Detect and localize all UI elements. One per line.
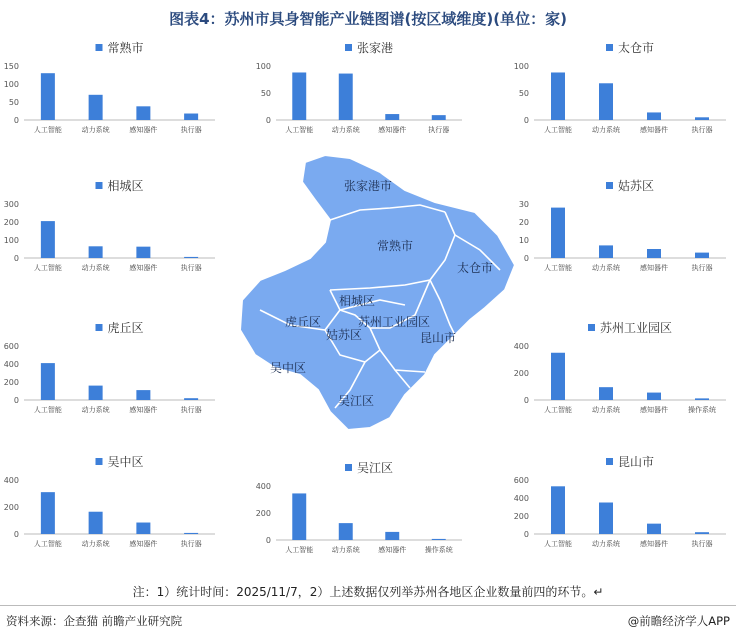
bar bbox=[136, 247, 150, 258]
y-tick-label: 200 bbox=[3, 503, 19, 512]
bar bbox=[551, 72, 565, 120]
x-tick-label: 人工智能 bbox=[33, 264, 62, 272]
bar bbox=[551, 208, 565, 258]
y-tick-label: 0 bbox=[523, 396, 529, 405]
y-tick-label: 0 bbox=[523, 254, 529, 263]
chart-changshu bbox=[0, 38, 225, 140]
legend-swatch bbox=[588, 324, 595, 331]
y-tick-label: 10 bbox=[518, 236, 529, 245]
y-tick-label: 600 bbox=[3, 342, 19, 351]
map-label: 相城区 bbox=[338, 294, 376, 308]
x-tick-label: 感知器件 bbox=[640, 126, 668, 134]
x-tick-label: 人工智能 bbox=[33, 406, 62, 414]
x-tick-label: 执行器 bbox=[691, 540, 713, 548]
chart-xiangcheng bbox=[0, 176, 225, 278]
map-label: 苏州工业园区 bbox=[357, 315, 431, 329]
bar bbox=[89, 95, 103, 120]
bar bbox=[432, 115, 446, 120]
bar bbox=[184, 533, 198, 534]
bar bbox=[89, 386, 103, 400]
x-tick-label: 动力系统 bbox=[331, 546, 360, 554]
x-tick-label: 操作系统 bbox=[424, 546, 453, 554]
bar bbox=[339, 74, 353, 120]
bar bbox=[551, 353, 565, 400]
y-tick-label: 200 bbox=[513, 369, 529, 378]
x-tick-label: 动力系统 bbox=[592, 264, 620, 272]
x-tick-label: 感知器件 bbox=[129, 126, 158, 134]
legend-swatch bbox=[96, 44, 103, 51]
bar bbox=[136, 390, 150, 400]
footnote: 注：1）统计时间：2025/11/7，2）上述数据仅列举苏州各地区企业数量前四的环节。↵ bbox=[132, 585, 604, 599]
bar bbox=[647, 524, 661, 534]
brand-text: @前瞻经济学人APP bbox=[627, 614, 730, 628]
y-tick-label: 400 bbox=[255, 482, 271, 491]
y-tick-label: 200 bbox=[255, 509, 271, 518]
x-tick-label: 动力系统 bbox=[81, 264, 110, 272]
y-tick-label: 0 bbox=[265, 536, 271, 545]
y-tick-label: 400 bbox=[513, 494, 529, 503]
bar bbox=[184, 398, 198, 400]
chart-title: 常熟市 bbox=[107, 41, 144, 55]
chart-title: 太仓市 bbox=[618, 41, 655, 55]
bar bbox=[89, 512, 103, 534]
y-tick-label: 100 bbox=[513, 62, 529, 71]
chart-gusu bbox=[510, 176, 736, 278]
map-label: 吴中区 bbox=[269, 361, 307, 375]
y-tick-label: 30 bbox=[518, 200, 529, 209]
y-tick-label: 20 bbox=[518, 218, 529, 227]
bar bbox=[695, 532, 709, 534]
chart-kunshan bbox=[510, 452, 736, 554]
y-tick-label: 0 bbox=[13, 116, 19, 125]
bar-chart-svg bbox=[252, 458, 472, 560]
bar bbox=[385, 114, 399, 120]
chart-title: 相城区 bbox=[107, 179, 144, 193]
bar bbox=[695, 253, 709, 258]
legend-swatch bbox=[606, 458, 613, 465]
chart-title: 吴中区 bbox=[107, 455, 144, 469]
x-tick-label: 人工智能 bbox=[544, 406, 572, 414]
y-tick-label: 400 bbox=[3, 476, 19, 485]
bar bbox=[136, 106, 150, 120]
bar-chart-svg bbox=[252, 38, 472, 140]
y-tick-label: 100 bbox=[3, 80, 19, 89]
bar-chart-svg bbox=[510, 452, 736, 554]
bar bbox=[89, 246, 103, 258]
x-tick-label: 动力系统 bbox=[592, 540, 620, 548]
bar bbox=[695, 117, 709, 120]
y-tick-label: 0 bbox=[523, 530, 529, 539]
x-tick-label: 动力系统 bbox=[81, 126, 110, 134]
x-tick-label: 感知器件 bbox=[129, 264, 158, 272]
bar bbox=[647, 112, 661, 120]
x-tick-label: 动力系统 bbox=[81, 406, 110, 414]
bar-chart-svg bbox=[0, 176, 225, 278]
x-tick-label: 人工智能 bbox=[285, 546, 314, 554]
suzhou-district-map bbox=[230, 150, 525, 450]
x-tick-label: 执行器 bbox=[180, 540, 202, 548]
bar-chart-svg bbox=[0, 318, 225, 420]
x-tick-label: 执行器 bbox=[691, 126, 713, 134]
y-tick-label: 0 bbox=[13, 396, 19, 405]
y-tick-label: 200 bbox=[513, 512, 529, 521]
x-tick-label: 人工智能 bbox=[33, 540, 62, 548]
x-tick-label: 执行器 bbox=[180, 406, 202, 414]
chart-taicang bbox=[510, 38, 736, 140]
y-tick-label: 600 bbox=[513, 476, 529, 485]
y-tick-label: 0 bbox=[265, 116, 271, 125]
bar bbox=[599, 503, 613, 535]
legend-swatch bbox=[606, 44, 613, 51]
y-tick-label: 200 bbox=[3, 218, 19, 227]
page-title: 图表4：苏州市具身智能产业链图谱(按区域维度)(单位：家) bbox=[169, 10, 567, 28]
bar-chart-svg bbox=[510, 176, 736, 278]
bar bbox=[184, 114, 198, 120]
bar bbox=[339, 523, 353, 540]
x-tick-label: 感知器件 bbox=[378, 546, 407, 554]
y-tick-label: 400 bbox=[513, 342, 529, 351]
chart-title: 苏州工业园区 bbox=[600, 321, 673, 335]
bar bbox=[695, 398, 709, 400]
bar bbox=[41, 73, 55, 120]
bar bbox=[599, 245, 613, 258]
legend-swatch bbox=[96, 324, 103, 331]
footer-divider bbox=[0, 605, 736, 606]
bar-chart-svg bbox=[0, 38, 225, 140]
bar bbox=[432, 539, 446, 540]
legend-swatch bbox=[96, 182, 103, 189]
y-tick-label: 50 bbox=[518, 89, 529, 98]
legend-swatch bbox=[96, 458, 103, 465]
bar bbox=[292, 72, 306, 120]
y-tick-label: 0 bbox=[13, 254, 19, 263]
bar bbox=[41, 363, 55, 400]
bar bbox=[292, 493, 306, 540]
legend-swatch bbox=[345, 464, 352, 471]
x-tick-label: 执行器 bbox=[691, 264, 713, 272]
chart-title: 虎丘区 bbox=[107, 321, 144, 335]
x-tick-label: 人工智能 bbox=[544, 264, 572, 272]
map-label: 太仓市 bbox=[456, 261, 494, 275]
x-tick-label: 操作系统 bbox=[688, 406, 716, 414]
chart-wuzhong bbox=[0, 452, 225, 554]
bar-chart-svg bbox=[510, 318, 736, 420]
y-tick-label: 100 bbox=[255, 62, 271, 71]
chart-title: 姑苏区 bbox=[618, 179, 655, 193]
bar bbox=[385, 532, 399, 540]
chart-sip bbox=[510, 318, 736, 420]
map-label: 昆山市 bbox=[419, 331, 457, 345]
y-tick-label: 100 bbox=[3, 236, 19, 245]
x-tick-label: 人工智能 bbox=[544, 126, 572, 134]
bar bbox=[184, 257, 198, 258]
x-tick-label: 动力系统 bbox=[81, 540, 110, 548]
bar bbox=[647, 249, 661, 258]
x-tick-label: 感知器件 bbox=[640, 406, 668, 414]
x-tick-label: 动力系统 bbox=[592, 126, 620, 134]
y-tick-label: 0 bbox=[523, 116, 529, 125]
bar bbox=[136, 523, 150, 534]
legend-swatch bbox=[345, 44, 352, 51]
x-tick-label: 动力系统 bbox=[331, 126, 360, 134]
x-tick-label: 感知器件 bbox=[129, 406, 158, 414]
map-label: 虎丘区 bbox=[284, 315, 322, 329]
bar bbox=[599, 387, 613, 400]
map-label: 常熟市 bbox=[376, 239, 414, 253]
x-tick-label: 人工智能 bbox=[285, 126, 314, 134]
x-tick-label: 感知器件 bbox=[129, 540, 158, 548]
map-outline bbox=[240, 155, 515, 430]
bar bbox=[41, 221, 55, 258]
y-tick-label: 50 bbox=[8, 98, 19, 107]
chart-title: 昆山市 bbox=[618, 455, 655, 469]
y-tick-label: 300 bbox=[3, 200, 19, 209]
x-tick-label: 执行器 bbox=[180, 264, 202, 272]
x-tick-label: 感知器件 bbox=[640, 264, 668, 272]
x-tick-label: 人工智能 bbox=[33, 126, 62, 134]
x-tick-label: 执行器 bbox=[180, 126, 202, 134]
y-tick-label: 200 bbox=[3, 378, 19, 387]
chart-title: 吴江区 bbox=[357, 461, 394, 475]
chart-zhangjiagang bbox=[252, 38, 472, 140]
x-tick-label: 感知器件 bbox=[640, 540, 668, 548]
x-tick-label: 感知器件 bbox=[378, 126, 407, 134]
bar-chart-svg bbox=[0, 452, 225, 554]
map-label: 姑苏区 bbox=[325, 328, 363, 342]
bar-chart-svg bbox=[510, 38, 736, 140]
bar bbox=[599, 83, 613, 120]
x-tick-label: 人工智能 bbox=[544, 540, 572, 548]
y-tick-label: 0 bbox=[13, 530, 19, 539]
chart-title: 张家港 bbox=[357, 41, 394, 55]
y-tick-label: 150 bbox=[3, 62, 19, 71]
x-tick-label: 执行器 bbox=[428, 126, 450, 134]
map-label: 吴江区 bbox=[337, 394, 375, 408]
y-tick-label: 50 bbox=[260, 89, 271, 98]
y-tick-label: 400 bbox=[3, 360, 19, 369]
bar bbox=[41, 492, 55, 534]
source-text: 资料来源：企查猫 前瞻产业研究院 bbox=[6, 614, 183, 628]
bar bbox=[551, 486, 565, 534]
x-tick-label: 动力系统 bbox=[592, 406, 620, 414]
chart-wujiang bbox=[252, 458, 472, 560]
legend-swatch bbox=[606, 182, 613, 189]
map-label: 张家港市 bbox=[343, 179, 393, 193]
bar bbox=[647, 393, 661, 400]
chart-huqiu bbox=[0, 318, 225, 420]
